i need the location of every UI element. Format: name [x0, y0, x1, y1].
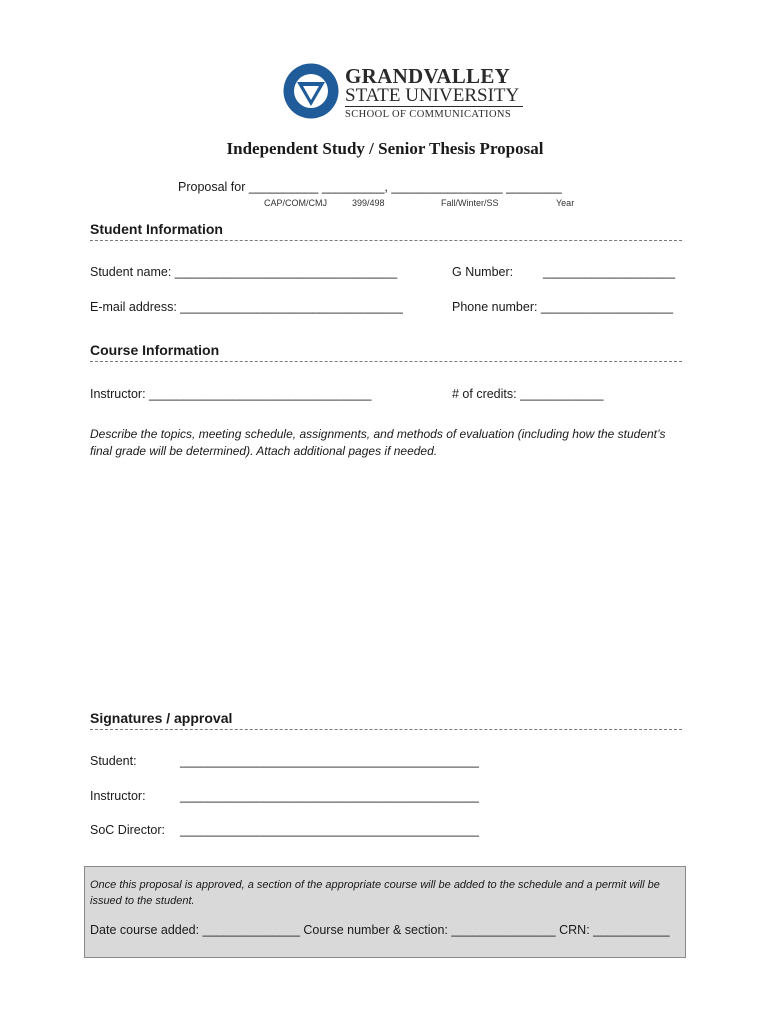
- signature-line-instructor[interactable]: ___________________________________________: [180, 789, 479, 803]
- caption-semester: Fall/Winter/SS: [441, 198, 499, 208]
- signature-label-student: Student:: [90, 754, 137, 768]
- proposal-for-line[interactable]: Proposal for __________ _________, ________________ ________: [178, 180, 562, 194]
- signatures-heading: Signatures / approval: [90, 710, 233, 726]
- section-divider: [90, 240, 682, 241]
- logo-line-1: GRANDVALLEY: [345, 64, 511, 88]
- section-divider: [90, 729, 682, 730]
- gvsu-logo-wordmark: [345, 66, 523, 123]
- student-information-heading: Student Information: [90, 221, 223, 237]
- logo-line-2: STATE UNIVERSITY: [345, 86, 523, 107]
- gvsu-logo-mark: [282, 62, 340, 120]
- student-name-field[interactable]: Student name: ________________________________: [90, 265, 398, 279]
- signature-line-student[interactable]: ___________________________________________: [180, 754, 479, 768]
- credits-field[interactable]: # of credits: ____________: [452, 387, 604, 401]
- email-field[interactable]: E-mail address: ________________________________: [90, 300, 403, 314]
- course-description-instructions: Describe the topics, meeting schedule, assignments, and methods of evaluation (including how the student’s final grade will be determined). Attach additional pages if needed.: [90, 427, 666, 458]
- signature-line-director[interactable]: ___________________________________________: [180, 823, 479, 837]
- document-title: Independent Study / Senior Thesis Proposal: [226, 139, 544, 158]
- instructor-field[interactable]: Instructor: ________________________________: [90, 387, 372, 401]
- caption-course-prefix: CAP/COM/CMJ: [264, 198, 327, 208]
- signature-label-instructor: Instructor:: [90, 789, 146, 803]
- approval-notice-text: Once this proposal is approved, a section of the appropriate course will be added to the schedule and a permit will be issued to the student.: [90, 879, 660, 907]
- logo-line-3: SCHOOL OF COMMUNICATIONS: [345, 109, 512, 120]
- course-added-fields[interactable]: Date course added: ______________ Course number & section: _______________ CRN: ___________: [90, 923, 670, 937]
- phone-field[interactable]: Phone number: ___________________: [452, 300, 674, 314]
- g-number-label: G Number:: [452, 265, 514, 279]
- caption-course-number: 399/498: [352, 198, 385, 208]
- section-divider: [90, 361, 682, 362]
- caption-year: Year: [556, 198, 575, 208]
- g-number-field[interactable]: ___________________: [543, 265, 676, 279]
- course-information-heading: Course Information: [90, 342, 220, 358]
- signature-label-director: SoC Director:: [90, 823, 166, 837]
